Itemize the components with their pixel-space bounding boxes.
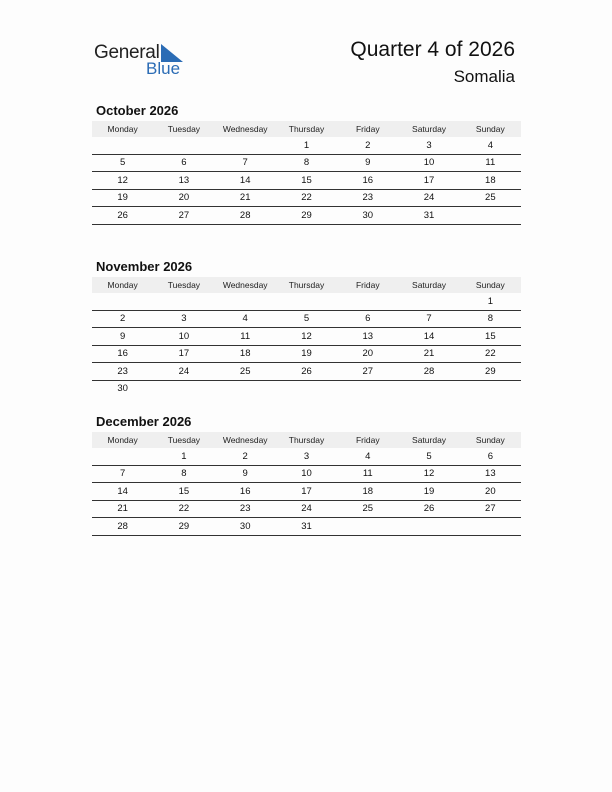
day-cell: 20 — [337, 345, 398, 363]
day-cell: 2 — [92, 310, 153, 328]
day-cell: 30 — [337, 207, 398, 225]
weekday-header: Monday — [92, 121, 153, 137]
day-cell: 3 — [398, 137, 459, 154]
day-cell: 27 — [460, 500, 521, 518]
weekday-header: Thursday — [276, 432, 337, 448]
weekday-header: Wednesday — [215, 277, 276, 293]
page-title: Quarter 4 of 2026 — [350, 38, 515, 61]
week-row — [92, 293, 521, 310]
day-cell: 5 — [276, 310, 337, 328]
weekday-header: Friday — [337, 432, 398, 448]
day-cell: 21 — [92, 500, 153, 518]
day-cell — [398, 380, 459, 397]
weekday-header-row — [92, 121, 521, 137]
day-cell: 25 — [215, 363, 276, 381]
day-cell: 26 — [398, 500, 459, 518]
week-row — [92, 500, 521, 518]
weekday-header: Tuesday — [153, 121, 214, 137]
day-cell: 28 — [398, 363, 459, 381]
day-cell: 26 — [92, 207, 153, 225]
day-cell — [153, 380, 214, 397]
day-cell: 27 — [153, 207, 214, 225]
week-row — [92, 137, 521, 154]
weekday-header: Thursday — [276, 121, 337, 137]
day-cell: 19 — [276, 345, 337, 363]
weekday-header: Thursday — [276, 277, 337, 293]
day-cell: 3 — [276, 448, 337, 465]
day-cell: 7 — [215, 154, 276, 172]
day-cell: 1 — [276, 137, 337, 154]
day-cell: 6 — [337, 310, 398, 328]
weekday-header: Monday — [92, 432, 153, 448]
day-cell: 7 — [398, 310, 459, 328]
weekday-header: Wednesday — [215, 121, 276, 137]
day-cell: 23 — [215, 500, 276, 518]
weekday-header: Tuesday — [153, 277, 214, 293]
country-subtitle: Somalia — [453, 67, 515, 86]
day-cell: 12 — [398, 465, 459, 483]
week-row — [92, 207, 521, 225]
weekday-header: Saturday — [398, 121, 459, 137]
day-cell: 16 — [92, 345, 153, 363]
day-cell: 4 — [337, 448, 398, 465]
week-row — [92, 310, 521, 328]
day-cell — [215, 293, 276, 310]
day-cell: 26 — [276, 363, 337, 381]
day-cell — [92, 137, 153, 154]
day-cell: 21 — [398, 345, 459, 363]
weekday-header: Saturday — [398, 432, 459, 448]
day-cell: 8 — [276, 154, 337, 172]
weekday-header: Sunday — [460, 277, 521, 293]
day-cell: 16 — [215, 483, 276, 501]
day-cell: 19 — [398, 483, 459, 501]
logo-word-general: General — [94, 42, 160, 63]
day-cell: 18 — [215, 345, 276, 363]
week-row — [92, 363, 521, 381]
day-cell: 28 — [92, 518, 153, 536]
day-cell: 5 — [92, 154, 153, 172]
month-december — [92, 412, 521, 536]
day-cell — [337, 293, 398, 310]
day-cell: 15 — [153, 483, 214, 501]
logo — [94, 42, 194, 82]
day-cell: 10 — [276, 465, 337, 483]
day-cell: 1 — [153, 448, 214, 465]
weekday-header: Tuesday — [153, 432, 214, 448]
day-cell: 22 — [276, 189, 337, 207]
week-row — [92, 154, 521, 172]
day-cell — [92, 293, 153, 310]
week-row — [92, 328, 521, 346]
month-title: November 2026 — [96, 259, 193, 274]
logo-word-blue: Blue — [146, 59, 181, 78]
day-cell: 19 — [92, 189, 153, 207]
week-row — [92, 380, 521, 397]
day-cell: 2 — [337, 137, 398, 154]
day-cell: 14 — [215, 172, 276, 190]
week-row — [92, 189, 521, 207]
weekday-header: Sunday — [460, 432, 521, 448]
weekday-header: Friday — [337, 277, 398, 293]
week-row — [92, 448, 521, 465]
month-november — [92, 257, 521, 397]
day-cell: 24 — [276, 500, 337, 518]
day-cell: 22 — [460, 345, 521, 363]
day-cell — [337, 518, 398, 536]
calendar-grid — [92, 432, 521, 536]
day-cell: 15 — [460, 328, 521, 346]
day-cell: 25 — [337, 500, 398, 518]
day-cell: 17 — [398, 172, 459, 190]
weekday-header: Monday — [92, 277, 153, 293]
day-cell: 6 — [153, 154, 214, 172]
day-cell: 13 — [153, 172, 214, 190]
day-cell: 4 — [215, 310, 276, 328]
day-cell: 18 — [337, 483, 398, 501]
day-cell: 2 — [215, 448, 276, 465]
day-cell — [398, 293, 459, 310]
weekday-header: Saturday — [398, 277, 459, 293]
day-cell: 11 — [460, 154, 521, 172]
day-cell — [460, 380, 521, 397]
month-october — [92, 101, 521, 225]
day-cell: 20 — [460, 483, 521, 501]
day-cell: 10 — [153, 328, 214, 346]
day-cell: 29 — [153, 518, 214, 536]
day-cell: 21 — [215, 189, 276, 207]
weekday-header-row — [92, 432, 521, 448]
weekday-header: Wednesday — [215, 432, 276, 448]
day-cell — [460, 207, 521, 225]
day-cell: 17 — [153, 345, 214, 363]
week-row — [92, 465, 521, 483]
day-cell: 15 — [276, 172, 337, 190]
day-cell: 1 — [460, 293, 521, 310]
day-cell: 5 — [398, 448, 459, 465]
month-title: October 2026 — [96, 103, 179, 118]
day-cell — [276, 380, 337, 397]
day-cell: 30 — [117, 383, 128, 395]
day-cell: 14 — [92, 483, 153, 501]
day-cell: 10 — [398, 154, 459, 172]
day-cell: 31 — [398, 207, 459, 225]
day-cell — [337, 380, 398, 397]
day-cell: 13 — [337, 328, 398, 346]
week-row — [92, 172, 521, 190]
day-cell: 7 — [92, 465, 153, 483]
day-cell: 29 — [276, 207, 337, 225]
day-cell: 11 — [215, 328, 276, 346]
day-cell: 9 — [92, 328, 153, 346]
day-cell: 22 — [153, 500, 214, 518]
day-cell: 14 — [398, 328, 459, 346]
weekday-header-row — [92, 277, 521, 293]
day-cell: 12 — [92, 172, 153, 190]
day-cell: 12 — [276, 328, 337, 346]
day-cell: 20 — [153, 189, 214, 207]
day-cell — [215, 380, 276, 397]
day-cell: 13 — [460, 465, 521, 483]
day-cell: 9 — [337, 154, 398, 172]
day-cell: 28 — [215, 207, 276, 225]
day-cell: 24 — [153, 363, 214, 381]
day-cell: 30 — [215, 518, 276, 536]
day-cell: 6 — [460, 448, 521, 465]
day-cell: 29 — [460, 363, 521, 381]
day-cell — [398, 518, 459, 536]
day-cell: 3 — [153, 310, 214, 328]
day-cell: 17 — [276, 483, 337, 501]
day-cell — [92, 448, 153, 465]
week-row — [92, 518, 521, 536]
month-title: December 2026 — [96, 414, 192, 429]
day-cell — [215, 137, 276, 154]
day-cell: 18 — [460, 172, 521, 190]
week-row — [92, 483, 521, 501]
calendar-grid — [92, 277, 521, 397]
day-cell: 23 — [337, 189, 398, 207]
day-cell: 9 — [215, 465, 276, 483]
day-cell — [153, 293, 214, 310]
weekday-header: Sunday — [460, 121, 521, 137]
day-cell: 11 — [337, 465, 398, 483]
day-cell — [153, 137, 214, 154]
day-cell: 8 — [153, 465, 214, 483]
day-cell: 23 — [92, 363, 153, 381]
calendar-grid — [92, 121, 521, 225]
day-cell: 4 — [460, 137, 521, 154]
day-cell: 16 — [337, 172, 398, 190]
day-cell: 31 — [276, 518, 337, 536]
day-cell: 25 — [460, 189, 521, 207]
day-cell — [460, 518, 521, 536]
week-row — [92, 345, 521, 363]
day-cell: 24 — [398, 189, 459, 207]
weekday-header: Friday — [337, 121, 398, 137]
day-cell: 27 — [337, 363, 398, 381]
day-cell: 8 — [460, 310, 521, 328]
day-cell — [276, 293, 337, 310]
